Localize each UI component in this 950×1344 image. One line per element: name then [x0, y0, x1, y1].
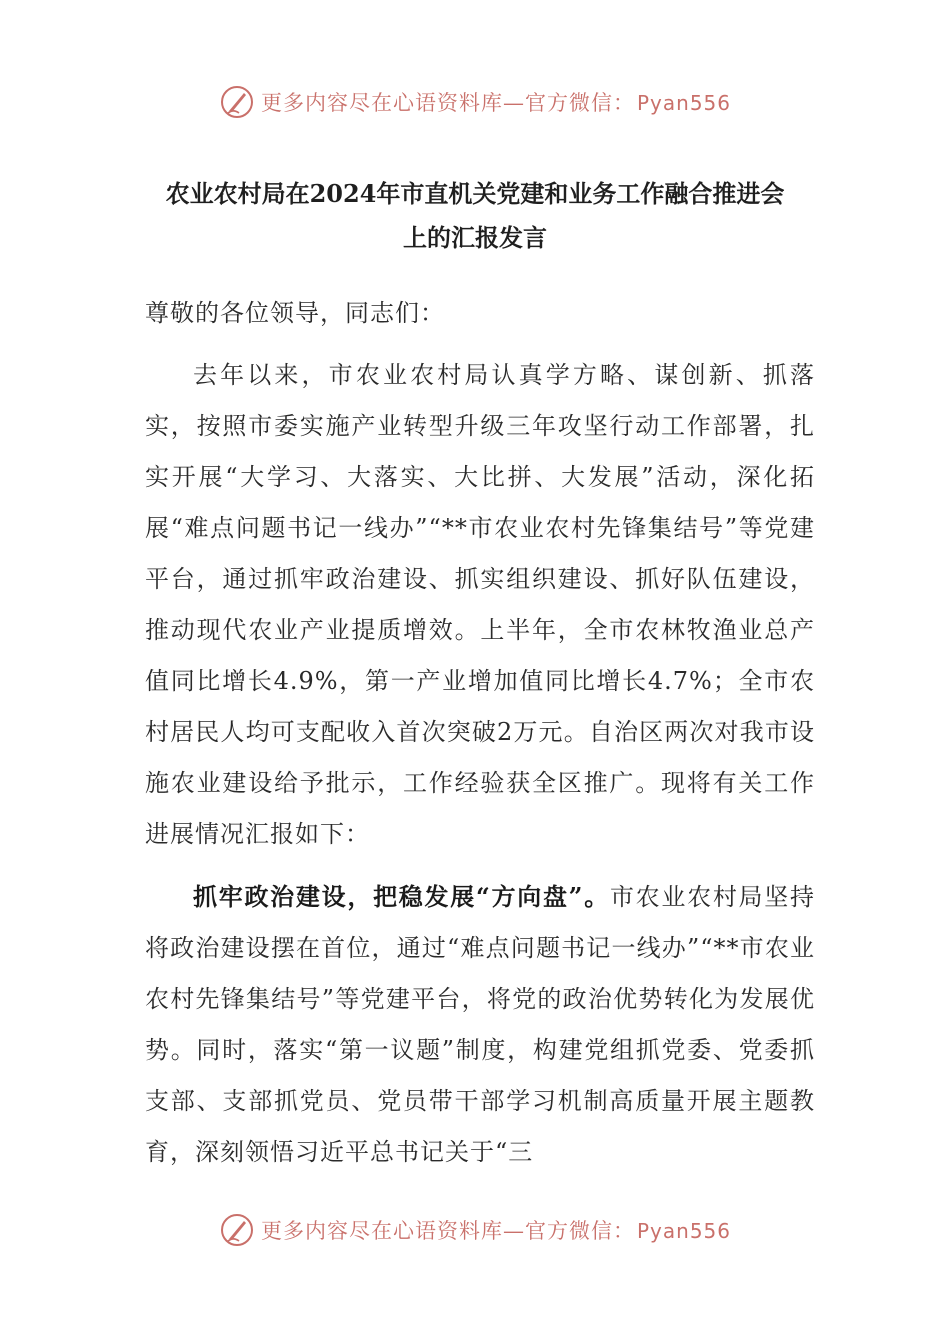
watermark-text: 更多内容尽在心语资料库—官方微信： Pyan556: [260, 1219, 731, 1243]
title-line-2: 上的汇报发言: [403, 223, 547, 252]
paragraph-1: 去年以来，市农业农村局认真学方略、谋创新、抓落实，按照市委实施产业转型升级三年攻坚行动工作部署，扎实开展“大学习、大落实、大比拼、大发展”活动，深化拓展“难点问题书记一线办”“**市农业农村先锋集结号”等党建平台，通过抓牢政治建设、抓实组织建设、抓好队伍建设，推动现代农业产业提质增效。上半年，全市农林牧渔业总产值同比增长4.9%，第一产业增加值同比增长4.7%；全市农村居民人均可支配收入首次突破2万元。自治区两次对我市设施农业建设给予批示，工作经验获全区推广。现将有关工作进展情况汇报如下：: [145, 361, 815, 848]
document-body: [145, 288, 815, 1178]
paragraph-2-body: 市农业农村局坚持将政治建设摆在首位，通过“难点问题书记一线办”“**市农业农村先锋集结号”等党建平台，将党的政治优势转化为发展优势。同时，落实“第一议题”制度，构建党组抓党委、党委抓支部、支部抓党员、党员带干部学习机制高质量开展主题教育，深刻领悟习近平总书记关于“三: [145, 883, 816, 1166]
footer-watermark-banner: [0, 1210, 950, 1250]
title-line-1: 农业农村局在2024年市直机关党建和业务工作融合推进会: [165, 179, 785, 208]
header-watermark-banner: [0, 82, 950, 122]
paragraph-2: [145, 871, 815, 1178]
document-title: [140, 172, 810, 260]
watermark-text: 更多内容尽在心语资料库—官方微信： Pyan556: [260, 91, 731, 115]
quill-logo-icon: [219, 1212, 255, 1248]
quill-logo-icon: [219, 84, 255, 120]
salutation: 尊敬的各位领导，同志们：: [145, 299, 445, 327]
paragraph-2-lead: 抓牢政治建设，把稳发展“方向盘”。: [193, 882, 610, 911]
